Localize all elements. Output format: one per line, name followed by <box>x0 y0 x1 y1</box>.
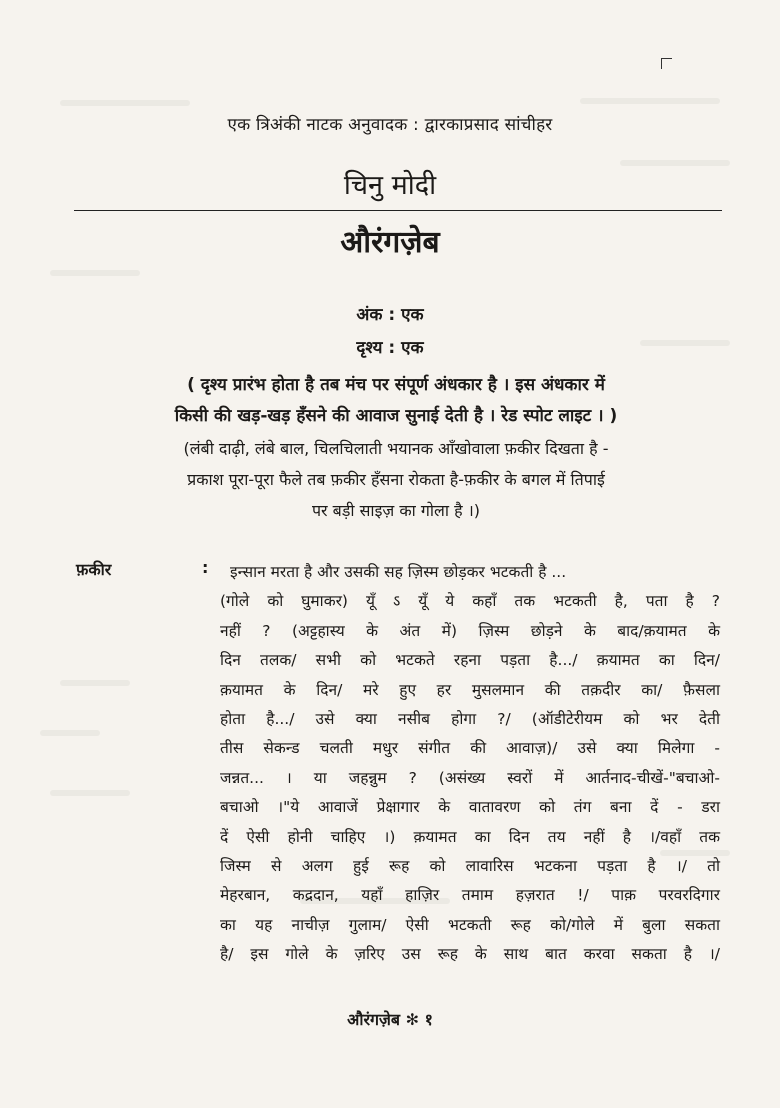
stage-direction-line: ( दृश्य प्रारंभ होता है तब मंच पर संपूर्ण अंधकार है । इस अंधकार में <box>187 375 605 395</box>
dialogue-line: बचाओ ।"ये आवाजें प्रेक्षागार के वातावरण को तंग बना दें - डरा <box>220 798 720 817</box>
dialogue-line: दिन तलक/ सभी को भटकते रहना पड़ता है.../ क़यामत का दिन/ <box>220 651 720 670</box>
description-line: (लंबी दाढ़ी, लंबे बाल, चिलचिलाती भयानक आँखोवाला फ़कीर दिखता है - <box>183 439 609 458</box>
dialogue-line: तीस सेकन्ड चलती मधुर संगीत की आवाज़)/ उसे क्या मिलेगा - <box>220 739 720 758</box>
stage-direction-line: किसी की खड़-खड़ हँसने की आवाज सुनाई देती है । रेड स्पोट लाइट । ) <box>174 406 618 426</box>
speaker-separator: : <box>202 558 209 577</box>
dialogue-line: (गोले को घुमाकर) यूँ ऽ यूँ ये कहाँ तक भटकती है, पता है ? <box>220 592 720 611</box>
dialogue-text <box>220 558 720 969</box>
character-description <box>76 433 716 526</box>
dialogue-line: नहीं ? (अट्टहास्य के अंत में) ज़िस्म छोड़ने के बाद/क़यामत के <box>220 621 720 640</box>
play-title: औरंगज़ेब <box>340 225 440 260</box>
page-footer: औरंगज़ेब ✻ १ <box>347 1010 433 1029</box>
dialogue-line: क़यामत के दिन/ मरे हुए हर मुसलमान की तक़दीर का/ फ़ैसला <box>220 680 720 699</box>
dialogue-line: का यह नाचीज़ गुलाम/ ऐसी भटकती रूह को/गोले में बुला सकता <box>220 915 720 934</box>
dialogue-line: है/ इस गोले के ज़रिए उस रूह के साथ बात करवा सकता है ।/ <box>220 945 720 964</box>
dialogue-line: दें ऐसी होनी चाहिए ।) क़यामत का दिन तय नहीं है ।/वहाँ तक <box>220 827 720 846</box>
act-heading: अंक : एक <box>356 305 424 325</box>
author-name: चिनु मोदी <box>343 170 437 201</box>
dialogue-line: जन्नत... । या जहन्नुम ? (असंख्य स्वरों में आर्तनाद-चीखें-"बचाओ- <box>220 768 720 787</box>
corner-mark <box>661 58 672 69</box>
stage-direction <box>76 370 716 432</box>
dialogue-line: होता है.../ उसे क्या नसीब होगा ?/ (ऑडीटेरीयम को भर देती <box>220 709 720 728</box>
dialogue-line: इन्सान मरता है और उसकी सह ज़िस्म छोड़कर भटकती है ... <box>230 563 567 581</box>
title-divider <box>74 210 722 211</box>
dialogue-line: जिस्म से अलग हुई रूह को लावारिस भटकना पड़ता है ।/ तो <box>220 856 720 875</box>
description-line: प्रकाश पूरा-पूरा फैले तब फ़कीर हँसना रोकता है-फ़कीर के बगल में तिपाई <box>187 470 605 489</box>
play-subtitle: एक त्रिअंकी नाटक अनुवादक : द्वारकाप्रसाद सांचीहर <box>227 115 553 135</box>
scene-heading: दृश्य : एक <box>356 338 424 358</box>
speaker-name: फ़कीर <box>76 560 112 579</box>
description-line: पर बड़ी साइज़ का गोला है ।) <box>311 501 481 520</box>
dialogue-line: मेहरबान, कद्रदान, यहाँ हाज़िर तमाम हज़रात !/ पाक़ परवरदिगार <box>220 886 720 905</box>
